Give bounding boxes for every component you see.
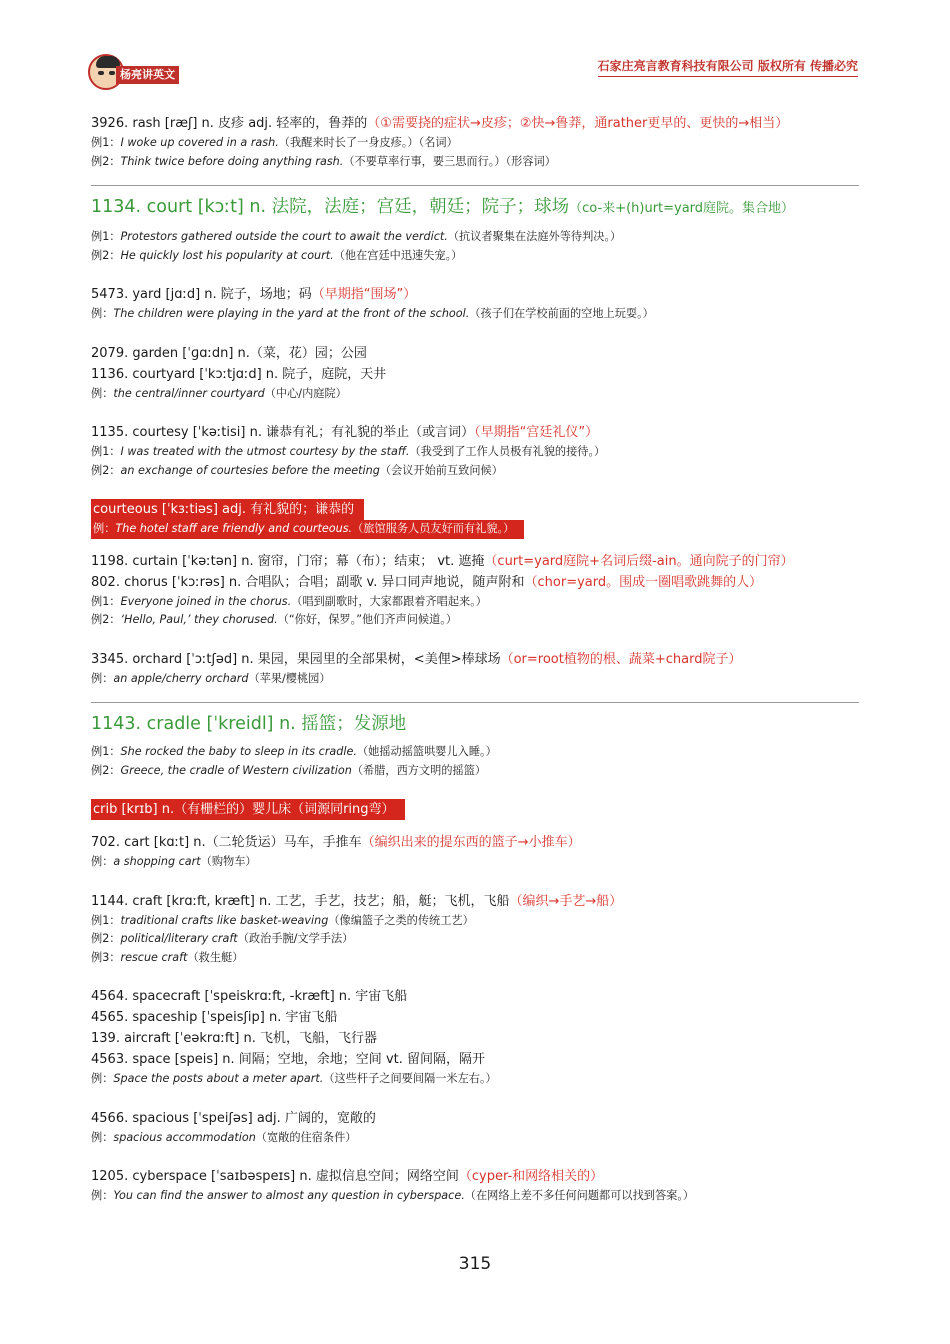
example: 例1：traditional crafts like basket-weaving（像编篮子之类的传统工艺） xyxy=(91,913,474,927)
page-content xyxy=(91,113,859,1206)
example: 例：spacious accommodation（宽敞的住宿条件） xyxy=(91,1130,357,1144)
section-heading-cradle: 1143. cradle [ˈkreidl] n. 摇篮；发源地 xyxy=(91,714,407,734)
entry-yard: 5473. yard [jɑːd] n. 院子，场地；码（早期指“围场”） xyxy=(91,287,417,302)
section-divider xyxy=(91,185,859,186)
example: 例1：I was treated with the utmost courtesy by the staff.（我受到了工作人员极有礼貌的接待。） xyxy=(91,445,606,458)
entry-cart: 702. cart [kɑːt] n.（二轮货运）马车，手推车（编织出来的提东西的篮子→小推车） xyxy=(91,835,581,850)
entry-cyberspace: 1205. cyberspace [ˈsaɪbəspeɪs] n. 虚拟信息空间；网络空间（cyper-和网络相关的） xyxy=(91,1169,604,1184)
entry-spacious: 4566. spacious [ˈspeiʃəs] adj. 广阔的，宽敞的 xyxy=(91,1110,376,1126)
example: 例1：Everyone joined in the chorus.（唱到副歌时，大家都跟着齐唱起来。） xyxy=(91,594,487,608)
example: 例：You can find the answer to almost any question in cyberspace.（在网络上差不多任何问题都可以找到答案。） xyxy=(91,1189,695,1202)
example: 例：the central/inner courtyard（中心/内庭院） xyxy=(91,386,347,400)
example: 例2：an exchange of courtesies before the meeting（会议开始前互致问候） xyxy=(91,463,503,477)
example: 例2：political/literary craft（政治手腕/文学手法） xyxy=(91,932,354,945)
entry-courtyard: 1136. courtyard [ˈkɔːtjɑːd] n. 院子，庭院，天井 xyxy=(91,366,387,382)
entry-craft: 1144. craft [krɑːft, kræft] n. 工艺，手艺，技艺；船，艇；飞机，飞船（编织→手艺→船） xyxy=(91,893,623,909)
entry-curtain: 1198. curtain [ˈkəːtən] n. 窗帘，门帘；幕（布）；结束； vt. 遮掩（curt=yard庭院+名词后缀-ain。通向院子的门帘） xyxy=(91,553,794,569)
example: 例2：Think twice before doing anything rash.（不要草率行事，要三思而行。）（形容词） xyxy=(91,154,556,168)
example: 例2：‘Hello, Paul,’ they chorused.（“你好，保罗。”他们齐声问候道。） xyxy=(91,613,458,626)
example: 例：The children were playing in the yard at the front of the school.（孩子们在学校前面的空地上玩耍。） xyxy=(91,307,654,320)
example: 例1：She rocked the baby to sleep in its cradle.（她摇动摇篮哄婴儿入睡。） xyxy=(91,745,497,758)
entry-spaceship: 4565. spaceship [ˈspeisʃip] n. 宇宙飞船 xyxy=(91,1010,338,1025)
example: 例2：He quickly lost his popularity at court.（他在宫廷中迅速失宠。） xyxy=(91,248,463,262)
entry-chorus: 802. chorus [ˈkɔːrəs] n. 合唱队；合唱；副歌 v. 异口同声地说，随声附和（chor=yard。围成一圈唱歌跳舞的人） xyxy=(91,574,763,590)
example: 例3：rescue craft（救生艇） xyxy=(91,950,244,964)
copyright-notice: 石家庄亮言教育科技有限公司 版权所有 传播必究 xyxy=(598,57,858,77)
section-heading-court: 1134. court [kɔːt] n. 法院，法庭；宫廷，朝廷；院子；球场（co-来+(h)urt=yard庭院。集合地） xyxy=(91,197,795,217)
brand-logo xyxy=(88,52,188,94)
example: 例：a shopping cart（购物车） xyxy=(91,855,257,868)
example: 例：Space the posts about a meter apart.（这些杆子之间要间隔一米左右。） xyxy=(91,1072,497,1085)
logo-text: 杨亮讲英文 xyxy=(116,66,179,84)
section-divider xyxy=(91,702,859,703)
entry-aircraft: 139. aircraft [ˈeəkrɑːft] n. 飞机，飞船，飞行器 xyxy=(91,1031,378,1046)
highlight-crib xyxy=(91,799,859,820)
entry-courtesy: 1135. courtesy [ˈkəːtisi] n. 谦恭有礼；有礼貌的举止（或言词）（早期指“宫廷礼仪”） xyxy=(91,425,599,440)
page-header xyxy=(0,0,950,100)
highlighted-entry: crib [krɪb] n.（有栅栏的）婴儿床（词源同ring弯） xyxy=(91,799,405,820)
example: 例1：Protestors gathered outside the court to await the verdict.（抗议者聚集在法庭外等待判决。） xyxy=(91,230,622,243)
entry-orchard: 3345. orchard [ˈɔːtʃəd] n. 果园，果园里的全部果树，<美俚>棒球场（or=root植物的根、蔬菜+chard院子） xyxy=(91,651,742,667)
entry-garden: 2079. garden [ˈɡɑːdn] n.（菜，花）园；公园 xyxy=(91,345,367,361)
highlight-courteous xyxy=(91,499,859,539)
entry-rash: 3926. rash [ræʃ] n. 皮疹 adj. 轻率的，鲁莽的（①需要挠的症状→皮疹；②快→鲁莽，通rather更早的、更快的→相当） xyxy=(91,116,789,131)
highlighted-entry: courteous [ˈkɜːtiəs] adj. 有礼貌的；谦恭的 xyxy=(91,499,364,520)
entry-space: 4563. space [speis] n. 间隔；空地，余地；空间 vt. 留间隔，隔开 xyxy=(91,1052,485,1067)
example: 例1：I woke up covered in a rash.（我醒来时长了一身皮疹。）（名词） xyxy=(91,136,458,149)
highlighted-example: 例：The hotel staff are friendly and courteous.（旅馆服务人员友好而有礼貌。） xyxy=(91,520,524,539)
page-number: 315 xyxy=(458,1254,492,1274)
entry-spacecraft: 4564. spacecraft [ˈspeiskrɑːft, -kræft] n. 宇宙飞船 xyxy=(91,989,408,1004)
example: 例：an apple/cherry orchard（苹果/樱桃园） xyxy=(91,671,331,685)
example: 例2：Greece, the cradle of Western civilization（希腊，西方文明的摇篮） xyxy=(91,763,487,777)
